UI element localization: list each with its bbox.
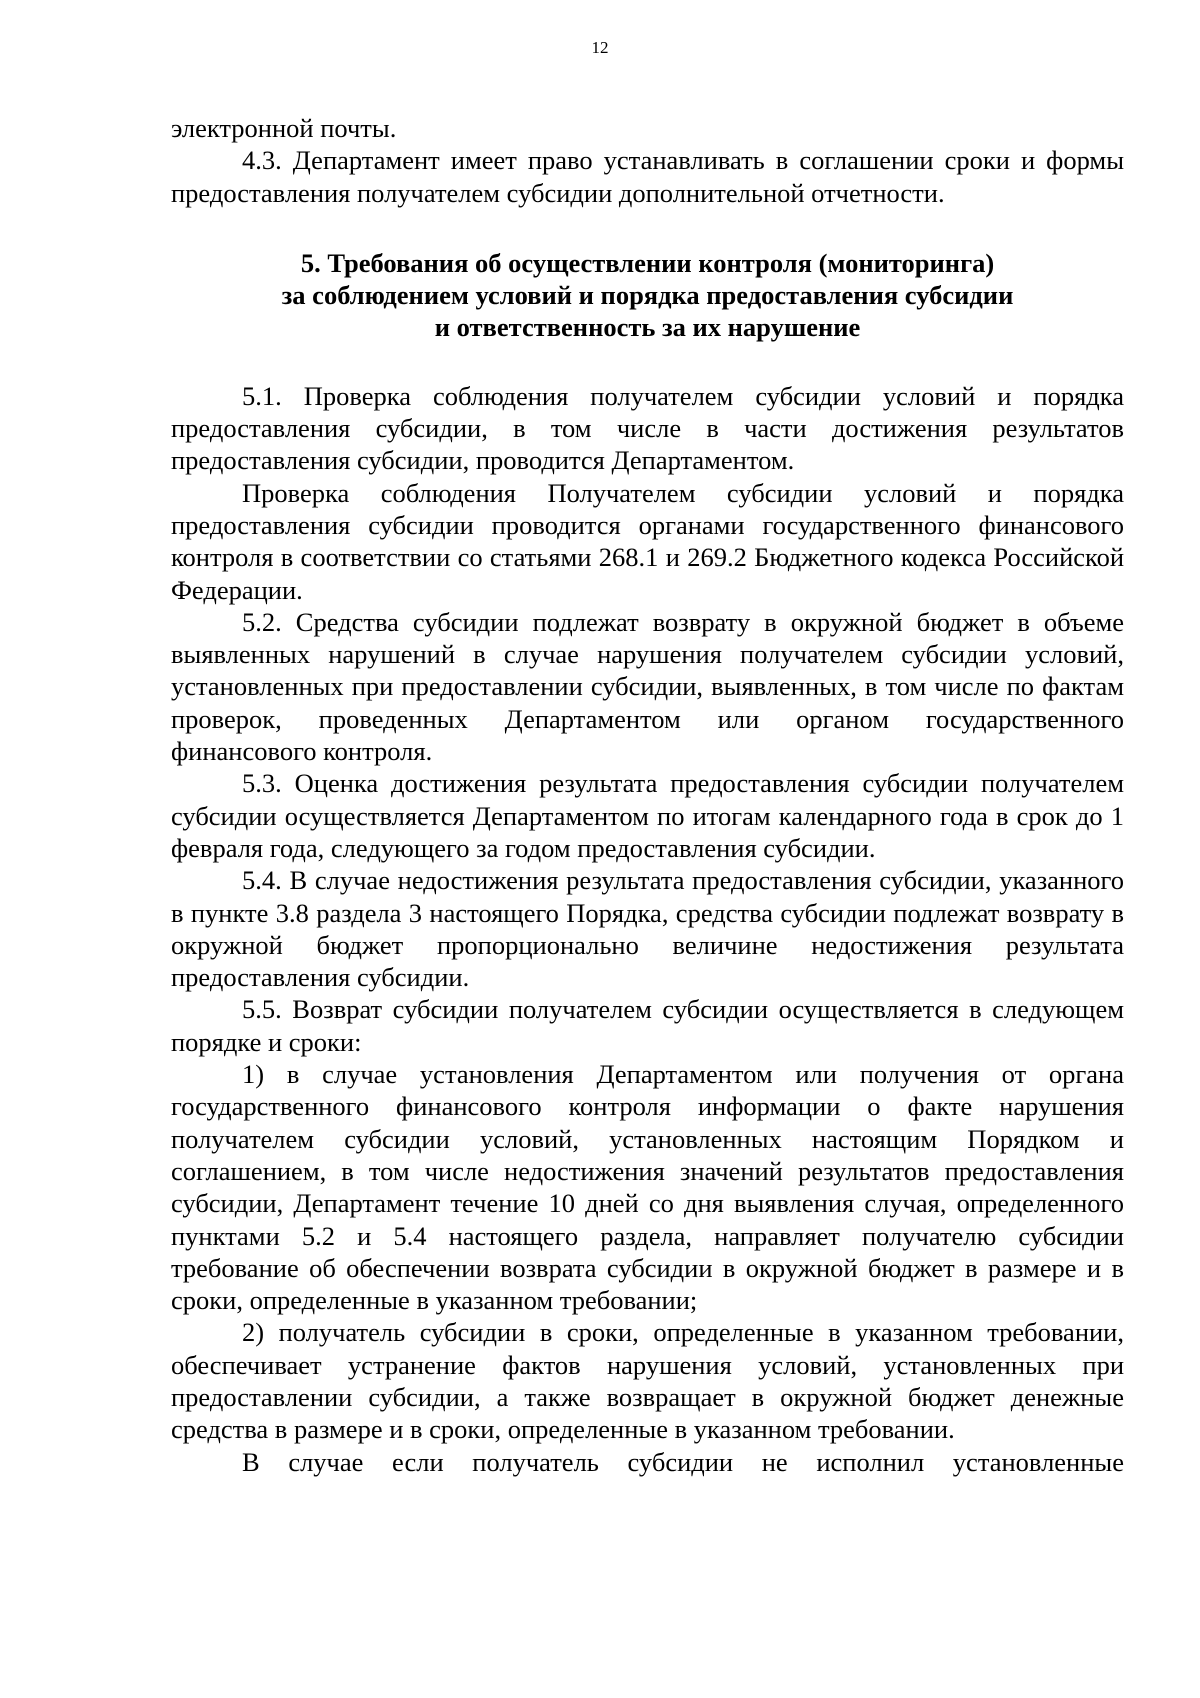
section-5-heading bbox=[171, 247, 1124, 344]
paragraph-control-check: Проверка соблюдения Получателем субсидии условий и порядка предоставления субсидии проводится органами государственного финансового контроля в соответствии со статьями 268.1 и 269.2 Бюджетного кодекса Российской Федерации. bbox=[171, 477, 1124, 605]
paragraph-4-3: 4.3. Департамент имеет право устанавливать в соглашении сроки и формы предоставления получателем субсидии дополнительной отчетности. bbox=[171, 145, 1124, 208]
paragraph-5-3: 5.3. Оценка достижения результата предоставления субсидии получателем субсидии осуществляется Департаментом по итогам календарного года в срок до 1 февраля года, следующего за годом предоставления субсидии. bbox=[171, 768, 1124, 863]
paragraph-5-4: 5.4. В случае недостижения результата предоставления субсидии, указанного в пункте 3.8 раздела 3 настоящего Порядка, средства субсидии подлежат возврату в окружной бюджет пропорционально величине недостижения результата предоставления субсидии. bbox=[171, 865, 1124, 993]
paragraph-5-1: 5.1. Проверка соблюдения получателем субсидии условий и порядка предоставления субсидии, в том числе в части достижения результатов предоставления субсидии, проводится Департаментом. bbox=[171, 380, 1124, 476]
paragraph-5-2: 5.2. Средства субсидии подлежат возврату в окружной бюджет в объеме выявленных нарушений в случае нарушения получателем субсидии условий, установленных при предоставлении субсидии, выявленных, в том числе по фактам проверок, проведенных Департаментом или органом государственного финансового контроля. bbox=[171, 606, 1124, 767]
paragraph-5-5: 5.5. Возврат субсидии получателем субсидии осуществляется в следующем порядке и сроки: bbox=[171, 994, 1124, 1057]
paragraph-item-1: 1) в случае установления Департаментом или получения от органа государственного финансового контроля информации о факте нарушения получателем субсидии условий, установленных настоящим Порядком и соглашением, в том числе недостижения значений результатов предоставления субсидии, Департамент течение 10 дней со дня выявления случая, определенного пунктами 5.2 и 5.4 настоящего раздела, направляет получателю субсидии требование об обеспечении возврата субсидии в окружной бюджет в размере и в сроки, определенные в указанном требовании; bbox=[171, 1059, 1124, 1316]
paragraph-email-tail: электронной почты. bbox=[171, 113, 397, 143]
section-5-heading-line-3: и ответственность за их нарушение bbox=[434, 312, 861, 343]
section-5-heading-line-2: за соблюдением условий и порядка предоставления субсидии bbox=[281, 280, 1014, 311]
paragraph-continuation: В случае если получатель субсидии не исполнил установленные bbox=[242, 1446, 1124, 1477]
document-body bbox=[171, 112, 1124, 1478]
section-5-heading-line-1: 5. Требования об осуществлении контроля (мониторинга) bbox=[300, 247, 995, 278]
page-number: 12 bbox=[591, 38, 609, 57]
paragraph-item-2: 2) получатель субсидии в сроки, определенные в указанном требовании, обеспечивает устранение фактов нарушения условий, установленных при предоставлении субсидии, а также возвращает в окружной бюджет денежные средства в размере и в сроки, определенные в указанном требовании. bbox=[171, 1317, 1124, 1445]
